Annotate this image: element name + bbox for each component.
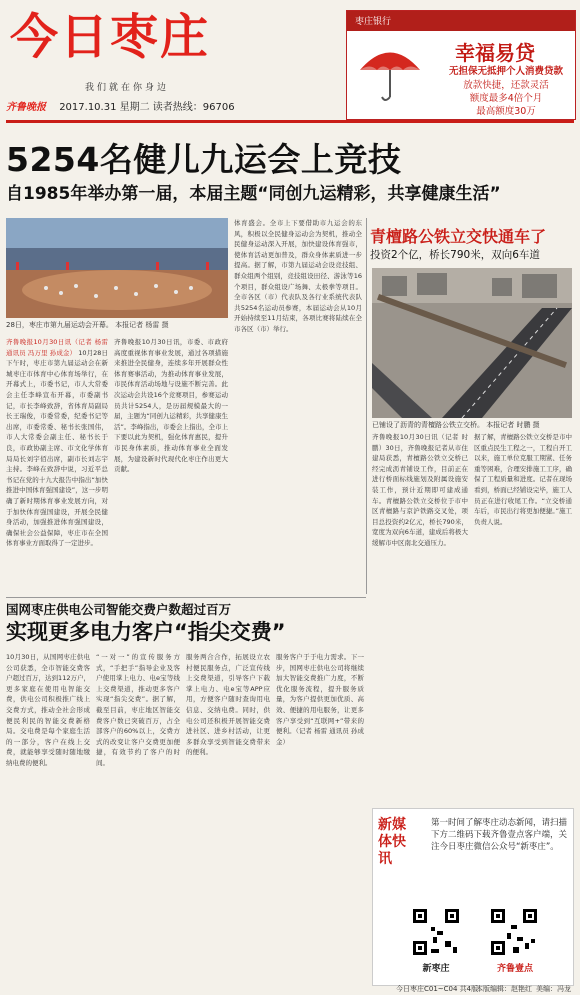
promo-title: 新媒体快讯 xyxy=(378,817,406,867)
second-column-3: 服务两合合作，拓展设立农村便民服务点，广泛宣传线上交费渠道，引导客户下载掌上电力、电e宝等APP应用，方便客户随时查询用电信息、交纳电费。同时，供电公司还积极开展智能交费进社区、进乡村活动，让更多群众享受到智能交费带来的便利。 xyxy=(186,653,270,757)
lead-photo-caption: 28日，枣庄市第九届运动会开幕。 本报记者 杨雷 摄 xyxy=(6,321,169,329)
ad-line-3: 额度最多4倍个月 xyxy=(469,93,543,104)
qr-code-icon[interactable] xyxy=(411,907,461,957)
lead-column-2: 齐鲁晚报10月30日讯，市委、市政府高度重视体育事业发展，通过各项措施来推进全民健身，连续多年开展群众性体育赛事活动，为推动体育事业发展，市民体育活动场地与设施不断完善。此次运动会共设16个竞赛项目，参赛运动员共计5254人，是历届规模最大的一届，主题为“同创九运精彩，共享健康生活”。李峰指出，市委会上指出，全市上下要以此为契机，强化体育惠民，提升市民身体素质，推动体育事业全面发展，为建设新时代现代化枣庄作出更大贡献。 xyxy=(114,338,228,474)
brand-name: 齐鲁晚报 xyxy=(6,102,46,113)
second-column-4: 服务客户于于电力需求。下一步，国网枣庄供电公司将继续加大智能交费推广力度，不断优化服务流程，提升服务质量，为客户提供更加优质、高效、便捷的用电服务，让更多客户享受到“互联网+”带来的便利。（记者 杨雷 通讯员 孙成金） xyxy=(276,653,364,746)
lead-byline: 齐鲁晚报10月30日讯（记者 杨雷 通讯员 冯万里 孙成金） xyxy=(6,338,108,357)
second-headline: 实现更多电力客户“指尖交费” xyxy=(6,620,286,644)
masthead-slogan: 我们就在你身边 xyxy=(85,83,170,93)
lead-column-1-text: 10月28日下午时，枣庄市第九届运动会在新城枣庄市体育中心体育场举行，在开幕式上，市委书记，市人大常委会主任李峰宣布开幕，市委副书记，市长李峰致辞，省体育局副局长王瑞俊，市委常委，纪委书记等出席，市委常委、秘书长张国伟，市人大常委会副主任、秘书长于良，市政协副主席、市文化学体育局局长刘宇佰出席，副市长刘志宇主持。李峰在致辞中说，习近平总书记在党的十九大报告中指出“加快推进中国体育强国建设”，这一步明确了新时期体育事业发展方向，对于加快体育强国建设，开展全民健身活动，加强推进体育强国建设，确保社会公益保障，枣庄市在全国体育事业方面取得了一定进步。 xyxy=(6,348,108,548)
promo-text: 第一时间了解枣庄动态新闻，请扫描下方二维码下载齐鲁壹点客户端，关注今日枣庄微信公众号“新枣庄”。 xyxy=(431,818,568,852)
games-opening-photo xyxy=(6,218,228,318)
side-column-1: 齐鲁晚报10月30日讯（记者 时鹏）30日，齐鲁晚报记者从市住建局获悉，青檀路公铁立交桥已经完成沥青铺设工作，目前正在进行桥面标线施划及附属设施安装工作，预计近期即可建成通车。青檀路公铁立交桥位于市中区青檀路与京沪铁路交叉处，项目总投资约2亿元，桥长790米，宽度为双向6车道，建成后将极大缓解市中区南北交通压力。 xyxy=(372,433,468,547)
footer-edition: 今日枣庄C01~C04 共4版 xyxy=(396,985,479,993)
ad-product-title: 幸福易贷 xyxy=(455,41,535,65)
column-divider xyxy=(366,218,367,594)
overpass-aerial-image xyxy=(372,268,572,418)
side-photo-caption: 已铺设了沥青的青檀路公铁立交桥。 本报记者 时鹏 摄 xyxy=(372,421,540,429)
qr-code-icon[interactable] xyxy=(489,907,539,957)
lead-column-3: 体育盛会。全市上下要借助市九运会的东风，积极以全民健身运动会为契机，推动全民健身运动深入开展，加快建设体育强市，使体育活动更加普及，群众身体素质进一步提高。据了解，市第九届运动会设竞技组、群众组两个组别，竞技组设田径、游泳等16个项目，群众组设广场舞、太极拳等项目。全市各区（市）代表队及各行业系统代表队共5254名运动员参赛，本届运动会从10月开始持续至11月结束，各项比赛将陆续在全市各区（市）举行。 xyxy=(234,219,362,333)
lead-subheadline: 自1985年举办第一届，本届主题“同创九运精彩，共享健康生活” xyxy=(6,184,501,204)
side-column-2: 据了解，青檀路公铁立交桥是市中区重点民生工程之一，工程自开工以来，施工单位克服工期紧、任务重等困难，合理安排施工工序，确保了工程质量和进度。记者在现场看到，桥面已经铺设完毕，施工人员正在进行收尾工作。“立交桥通车后，市民出行将更加便捷。”施工负责人说。 xyxy=(474,433,572,526)
side-subheadline: 投资2个亿，桥长790米，双向6车道 xyxy=(370,249,540,261)
side-headline: 青檀路公铁立交快通车了 xyxy=(370,227,547,246)
ad-line-4: 最高额度30万 xyxy=(476,106,536,117)
masthead-meta-bar xyxy=(6,100,336,116)
bank-loan-advertisement[interactable] xyxy=(346,10,576,120)
masthead-divider xyxy=(6,120,574,123)
ad-line-2: 放款快捷，还款灵活 xyxy=(463,80,549,91)
footer-designer: 美编：冯龙 xyxy=(536,985,571,993)
lead-column-1 xyxy=(6,337,108,595)
overpass-photo xyxy=(372,268,572,418)
footer-editor: 本版编辑：赵艳红 xyxy=(476,985,532,993)
section-divider xyxy=(6,597,366,598)
ad-bank-name: 枣庄银行 xyxy=(355,17,392,27)
second-kicker: 国网枣庄供电公司智能交费户数超过百万 xyxy=(6,602,232,617)
issue-date-and-hotline: 2017.10.31 星期二 读者热线：96706 xyxy=(59,102,235,113)
qr-label-xinzaozhuang: 新枣庄 xyxy=(422,964,450,974)
lead-headline: 5254名健儿九运会上竞技 xyxy=(6,140,402,179)
ad-line-1: 无担保无抵押个人消费贷款 xyxy=(448,66,563,77)
umbrella-icon xyxy=(355,35,425,105)
qr-label-qilu: 齐鲁壹点 xyxy=(496,964,533,974)
second-column-2: “一对一”的宣传服务方式，“手把手”指导企业及客户使用掌上电力、电e宝等线上交费渠道，推动更多客户实现“指尖交费”。据了解，截至目前，枣庄地区智能交费客户数已突破百万，占全部客户的60%以上，交费方式的改变让客户交费更加便捷，有效节约了客户的时间。 xyxy=(96,653,180,767)
newspaper-masthead-title: 今日枣庄 xyxy=(10,9,211,65)
stadium-image xyxy=(6,218,228,318)
new-media-promo-box xyxy=(372,808,574,986)
second-column-1: 10月30日，从国网枣庄供电公司获悉，全市智能交费客户超过百万，达到112万户，更多家庭在使用电智能交费，供电公司积极推广线上交费方式，推动全社会形成便民利民的智能交费新格局。交电费是每个家庭生活的一部分，客户在线上交费，就能够享受随时随地缴纳电费的便利。 xyxy=(6,653,90,767)
